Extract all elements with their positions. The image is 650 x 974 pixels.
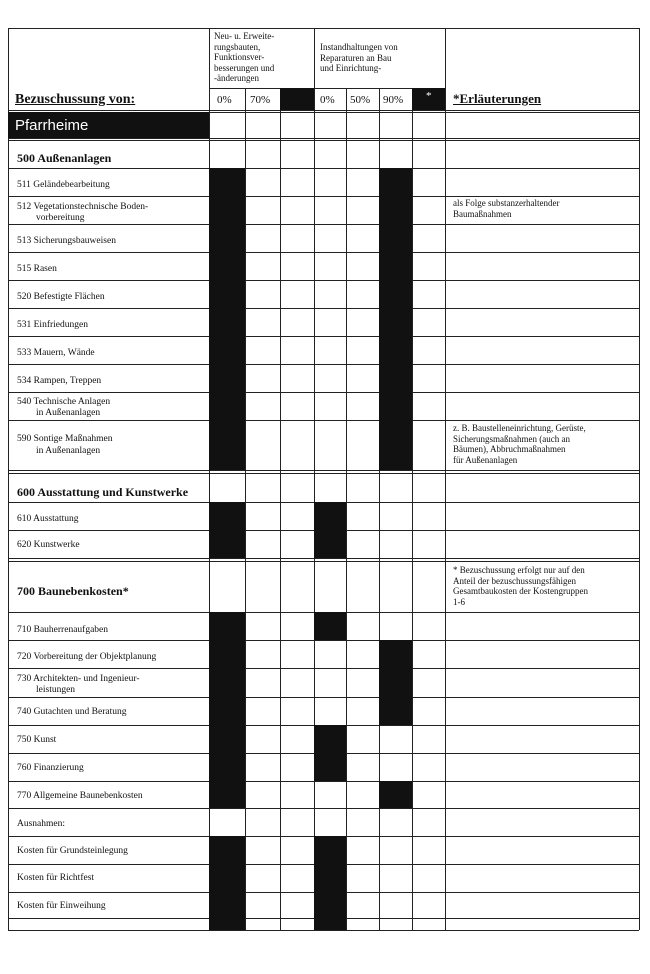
grid-line: [8, 697, 639, 698]
group1-title-line: besserungen und: [214, 62, 275, 73]
grid-line: [8, 561, 639, 562]
grid-line: [8, 640, 639, 641]
row-label: 513 Sicherungsbauweisen: [17, 236, 116, 246]
section-heading: 500 Außenanlagen: [17, 151, 112, 165]
grid-line: [346, 88, 347, 930]
excluded-block: [209, 612, 245, 808]
grid-line: [8, 930, 639, 931]
row-label: 750 Kunst: [17, 735, 57, 745]
grid-line: [8, 280, 639, 281]
note-line: als Folge substanzerhaltender: [453, 198, 560, 208]
excluded-block: [209, 168, 245, 470]
row-label: Ausnahmen:: [17, 819, 66, 829]
row-label: Kosten für Grundsteinlegung: [17, 846, 128, 856]
row-label: Kosten für Einweihung: [17, 901, 106, 911]
row-label: 720 Vorbereitung der Objektplanung: [17, 652, 157, 662]
grid-line: [8, 110, 639, 111]
row-label: 511 Geländebearbeitung: [17, 180, 110, 190]
notes-heading: *Erläuterungen: [453, 91, 542, 106]
row-label: 770 Allgemeine Baunebenkosten: [17, 791, 143, 801]
group2-title-line: Reparaturen an Bau: [320, 52, 392, 63]
row-label: 740 Gutachten und Beratung: [17, 707, 127, 717]
group1-title-line: -änderungen: [214, 73, 259, 83]
grid-line: [8, 558, 639, 559]
note-line: 1-6: [453, 596, 465, 607]
note-line: * Bezuschussung erfolgt nur auf den: [453, 565, 585, 575]
group2-title: [320, 42, 398, 74]
subsidy-label: Bezuschussung von:: [15, 92, 136, 107]
grid-line: [8, 364, 639, 365]
grid-line: [412, 88, 413, 930]
row-label: 540 Technische Anlagen: [17, 397, 111, 407]
group1-title-line: rungsbauten,: [214, 41, 261, 52]
grid-line: [8, 168, 639, 169]
row-label: 610 Ausstattung: [17, 514, 79, 524]
group2-title-line: Instandhaltungen von: [320, 42, 398, 52]
row-label-cont: in Außenanlagen: [36, 408, 101, 418]
row-label: 730 Architekten- und Ingenieur-: [17, 674, 140, 684]
row-label: 512 Vegetationstechnische Boden-: [17, 202, 149, 212]
section-heading: 600 Ausstattung und Kunstwerke: [17, 485, 189, 499]
note-line: Sicherungsmaßnahmen (auch an: [453, 433, 570, 444]
note-line: Baumaßnahmen: [453, 208, 512, 219]
note-line: für Außenanlagen: [453, 454, 518, 465]
row-label-cont: in Außenanlagen: [36, 446, 101, 456]
row-label-cont: vorbereitung: [36, 213, 85, 223]
row-note: [453, 565, 588, 607]
grid-line: [8, 28, 639, 29]
excluded-block: [209, 836, 245, 930]
header-black-cell: [280, 88, 314, 110]
grid-line: [280, 88, 281, 930]
pct-header: *: [426, 90, 432, 102]
excluded-block: [379, 168, 412, 470]
row-label: 590 Sontige Maßnahmen: [17, 434, 113, 444]
grid-line: [8, 28, 9, 930]
row-label: 531 Einfriedungen: [17, 320, 88, 330]
excluded-block: [379, 781, 412, 808]
excluded-block: [209, 502, 245, 558]
grid-line: [8, 138, 639, 139]
section-heading: 700 Baunebenkosten*: [17, 584, 129, 598]
row-note: [453, 423, 586, 465]
grid-line: [8, 308, 639, 309]
grid-line: [639, 28, 640, 930]
group1-title: [214, 31, 274, 84]
row-label: 515 Rasen: [17, 264, 57, 274]
grid-line: [8, 808, 639, 809]
grid-line: [8, 473, 639, 474]
row-label: Kosten für Richtfest: [17, 873, 95, 883]
pct-header: 90%: [383, 94, 404, 106]
group1-title-line: Neu- u. Erweite-: [214, 31, 275, 41]
row-label: 710 Bauherrenaufgaben: [17, 625, 109, 635]
note-line: z. B. Baustelleneinrichtung, Gerüste,: [453, 423, 586, 433]
grid-line: [8, 252, 639, 253]
row-label: 534 Rampen, Treppen: [17, 376, 102, 386]
grid-line: [314, 28, 315, 930]
excluded-block: [379, 640, 412, 725]
grid-line: [8, 420, 639, 421]
grid-line: [8, 196, 639, 197]
grid-line: [8, 336, 639, 337]
row-label-cont: leistungen: [36, 685, 76, 695]
row-label: 533 Mauern, Wände: [17, 348, 95, 358]
grid-line: [8, 781, 639, 782]
excluded-block: [314, 612, 346, 640]
row-label: 620 Kunstwerke: [17, 540, 80, 550]
excluded-block: [314, 502, 346, 558]
grid-line: [445, 28, 446, 930]
grid-line: [8, 470, 639, 471]
grid-line: [8, 224, 639, 225]
group1-title-line: Funktionsver-: [214, 52, 265, 62]
grid-line: [209, 88, 445, 89]
note-line: Anteil der bezuschussungsfähigen: [453, 575, 576, 586]
row-note: [453, 198, 559, 219]
excluded-block: [314, 725, 346, 781]
pct-header: 50%: [350, 94, 371, 106]
grid-line: [8, 392, 639, 393]
grid-line: [245, 88, 246, 930]
pct-header: 70%: [250, 94, 271, 106]
category-title: Pfarrheime: [15, 117, 89, 134]
pct-header: 0%: [320, 94, 335, 106]
group2-title-line: und Einrichtung-: [320, 63, 382, 73]
excluded-block: [314, 836, 346, 930]
grid-line: [8, 668, 639, 669]
row-label: 520 Befestigte Flächen: [17, 292, 105, 302]
note-line: Gesamtbaukosten der Kostengruppen: [453, 586, 588, 596]
note-line: Bäumen), Abbruchmaßnahmen: [453, 444, 566, 454]
row-label: 760 Finanzierung: [17, 763, 84, 773]
pct-header: 0%: [217, 94, 232, 106]
grid-line: [8, 140, 639, 141]
